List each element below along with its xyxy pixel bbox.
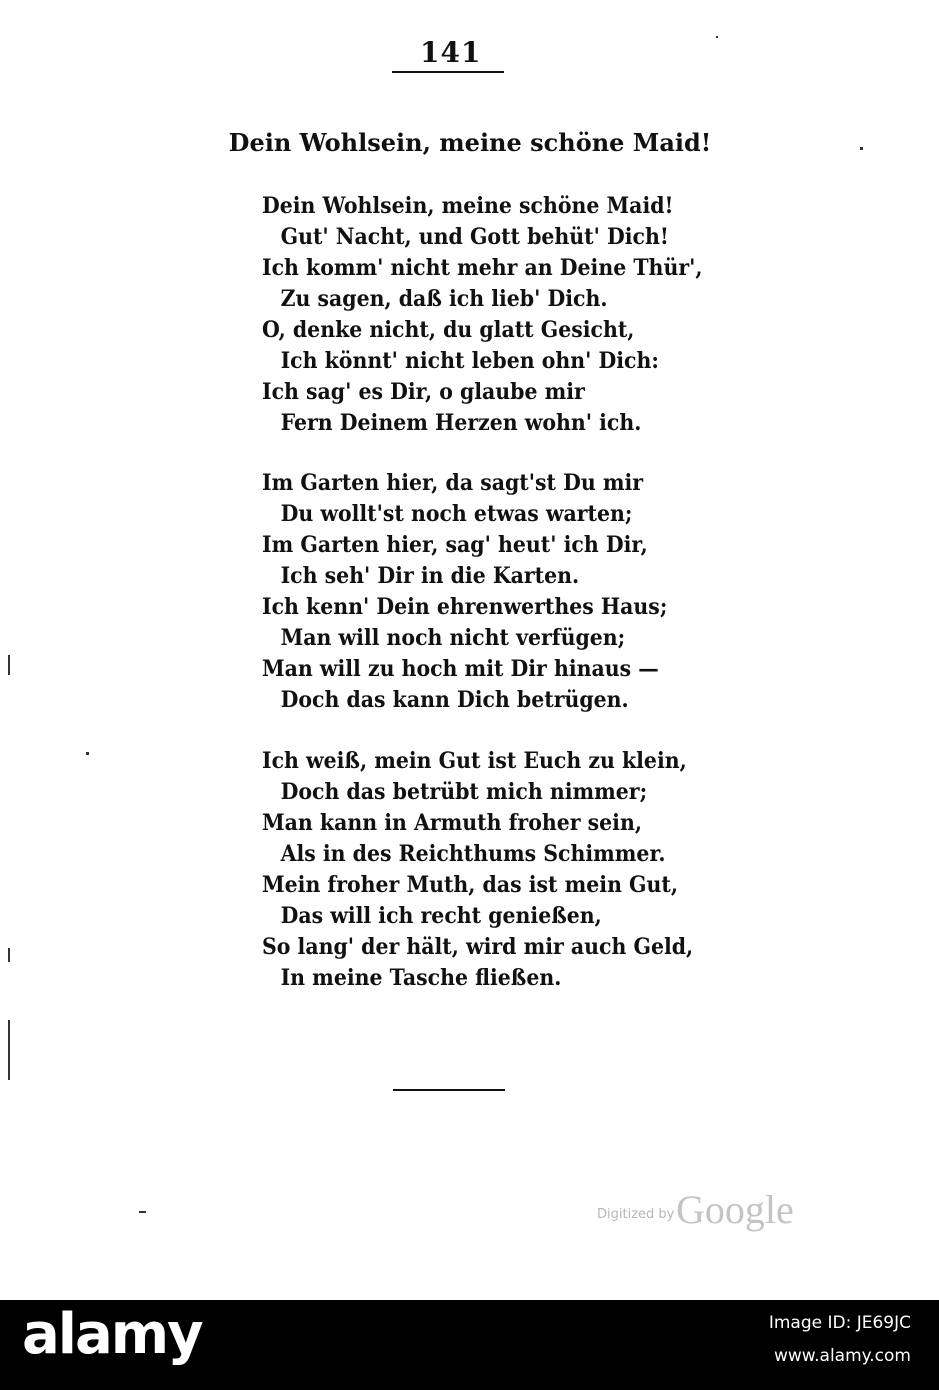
scan-speck [8,1020,10,1080]
verse-line: Im Garten hier, sag' heut' ich Dir, [262,532,648,558]
verse-line: Du wollt'st noch etwas warten; [280,501,633,527]
verse-line: Doch das betrübt mich nimmer; [280,779,648,805]
poem-title: Dein Wohlsein, meine schöne Maid! [228,128,712,157]
end-rule [393,1089,505,1091]
digitized-by-label: Digitized by [597,1207,675,1222]
scan-speck [86,752,89,755]
page-number: 141 [420,36,482,69]
stanza-3 [262,746,726,994]
verse-line: Ich könnt' nicht leben ohn' Dich: [280,348,659,374]
image-id-label: Image ID: JE69JC [768,1313,911,1333]
verse-line: Man will noch nicht verfügen; [280,625,626,651]
scan-speck [8,655,10,675]
verse-line: Fern Deinem Herzen wohn' ich. [280,410,642,436]
verse-line: Ich komm' nicht mehr an Deine Thür', [262,255,703,281]
scan-speck [139,1211,146,1213]
stanza-2 [262,468,698,716]
verse-line: O, denke nicht, du glatt Gesicht, [262,317,635,343]
verse-line: Man kann in Armuth froher sein, [262,810,642,836]
page-number-rule [392,71,504,73]
verse-line: Zu sagen, daß ich lieb' Dich. [280,286,608,312]
stanza-1 [262,191,736,439]
verse-line: In meine Tasche fließen. [280,965,562,991]
verse-line: Ich seh' Dir in die Karten. [280,563,580,589]
scan-speck [716,36,718,38]
verse-line: Im Garten hier, da sagt'st Du mir [262,470,644,496]
verse-line: Ich weiß, mein Gut ist Euch zu klein, [262,748,687,774]
google-logo: Google [676,1187,794,1232]
verse-line: Gut' Nacht, und Gott behüt' Dich! [280,224,669,250]
verse-line: Man will zu hoch mit Dir hinaus — [262,656,659,682]
verse-line: Dein Wohlsein, meine schöne Maid! [262,193,674,219]
verse-line: Ich kenn' Dein ehrenwerthes Haus; [262,594,668,620]
verse-line: Ich sag' es Dir, o glaube mir [262,379,585,405]
scan-speck [8,948,10,962]
verse-line: Mein froher Muth, das ist mein Gut, [262,872,678,898]
scan-speck [860,147,863,150]
site-url: www.alamy.com [773,1346,911,1366]
verse-line: So lang' der hält, wird mir auch Geld, [262,934,694,960]
alamy-logo: alamy [22,1302,202,1367]
verse-line: Doch das kann Dich betrügen. [280,687,629,713]
verse-line: Das will ich recht genießen, [280,903,602,929]
verse-line: Als in des Reichthums Schimmer. [280,841,666,867]
